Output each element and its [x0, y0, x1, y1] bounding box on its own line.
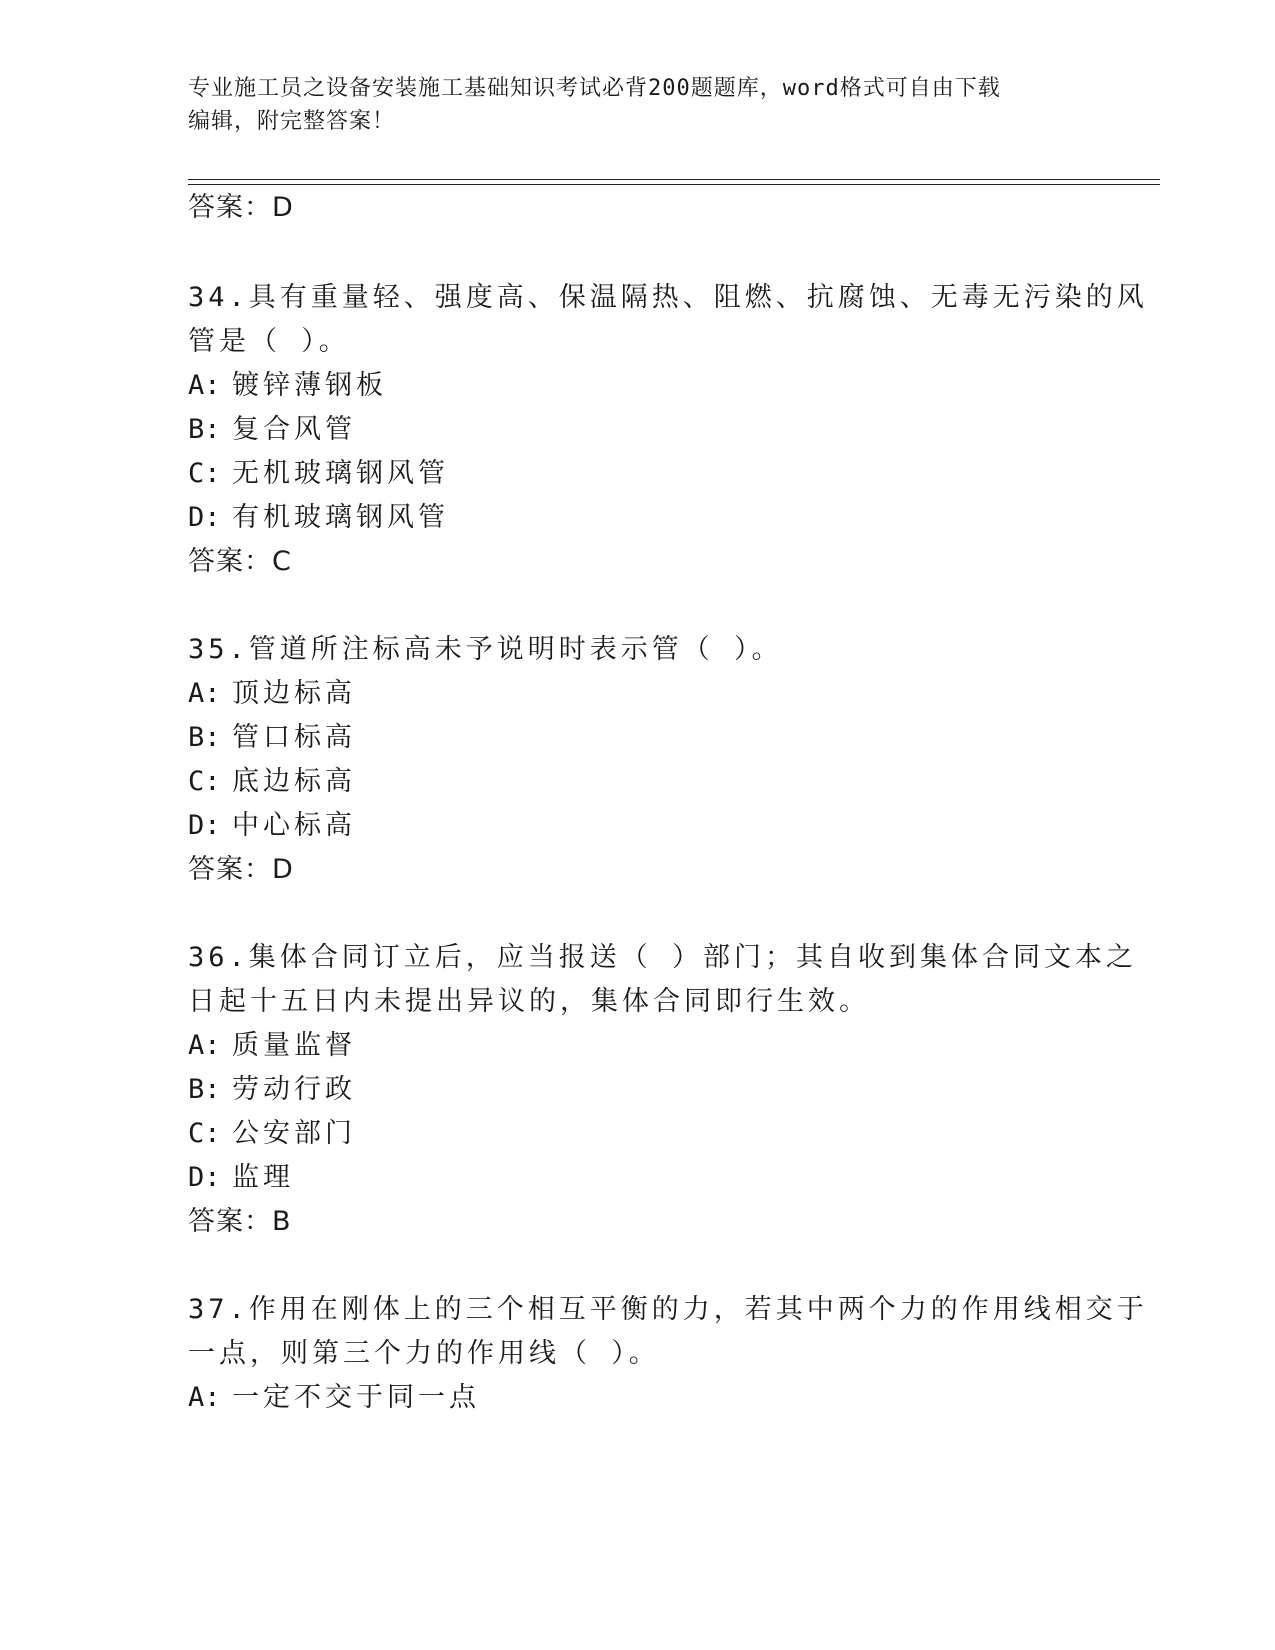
- header-divider-bottom: [188, 184, 1160, 185]
- question-36-stem-line-1: 36.集体合同订立后，应当报送（ ）部门；其自收到集体合同文本之: [188, 942, 1138, 973]
- question-36-answer: 答案：B: [188, 1206, 292, 1237]
- question-35-option-c: C: 底边标高: [188, 766, 356, 797]
- question-36-option-d: D: 监理: [188, 1162, 294, 1193]
- previous-answer: 答案：D: [188, 192, 294, 223]
- header-divider-top: [188, 179, 1160, 180]
- question-34-option-c: C: 无机玻璃钢风管: [188, 458, 449, 489]
- question-35-option-d: D: 中心标高: [188, 810, 356, 841]
- question-36-stem-line-2: 日起十五日内未提出异议的，集体合同即行生效。: [188, 986, 870, 1017]
- question-34-stem-line-1: 34.具有重量轻、强度高、保温隔热、阻燃、抗腐蚀、无毒无污染的风: [188, 282, 1148, 313]
- question-36-option-c: C: 公安部门: [188, 1118, 356, 1149]
- question-34-answer: 答案：C: [188, 546, 292, 577]
- question-35-option-a: A: 顶边标高: [188, 678, 356, 709]
- document-header: [188, 72, 1068, 138]
- question-34-option-b: B: 复合风管: [188, 414, 356, 445]
- question-34-option-a: A: 镀锌薄钢板: [188, 370, 387, 401]
- question-36-option-b: B: 劳动行政: [188, 1074, 356, 1105]
- question-34-option-d: D: 有机玻璃钢风管: [188, 502, 449, 533]
- question-34-stem-line-2: 管是（ ）。: [188, 326, 350, 357]
- header-title-line-1: 专业施工员之设备安装施工基础知识考试必背200题题库，word格式可自由下载: [188, 76, 1001, 101]
- question-37-option-a: A: 一定不交于同一点: [188, 1382, 480, 1413]
- question-35-stem-line-1: 35.管道所注标高未予说明时表示管（ ）。: [188, 634, 783, 665]
- question-35-option-b: B: 管口标高: [188, 722, 356, 753]
- question-36-option-a: A: 质量监督: [188, 1030, 356, 1061]
- question-35-answer: 答案：D: [188, 854, 294, 885]
- header-title-line-2: 编辑，附完整答案！: [188, 109, 396, 134]
- question-37-stem-line-2: 一点，则第三个力的作用线（ ）。: [188, 1338, 660, 1369]
- question-37-stem-line-1: 37.作用在刚体上的三个相互平衡的力，若其中两个力的作用线相交于: [188, 1294, 1148, 1325]
